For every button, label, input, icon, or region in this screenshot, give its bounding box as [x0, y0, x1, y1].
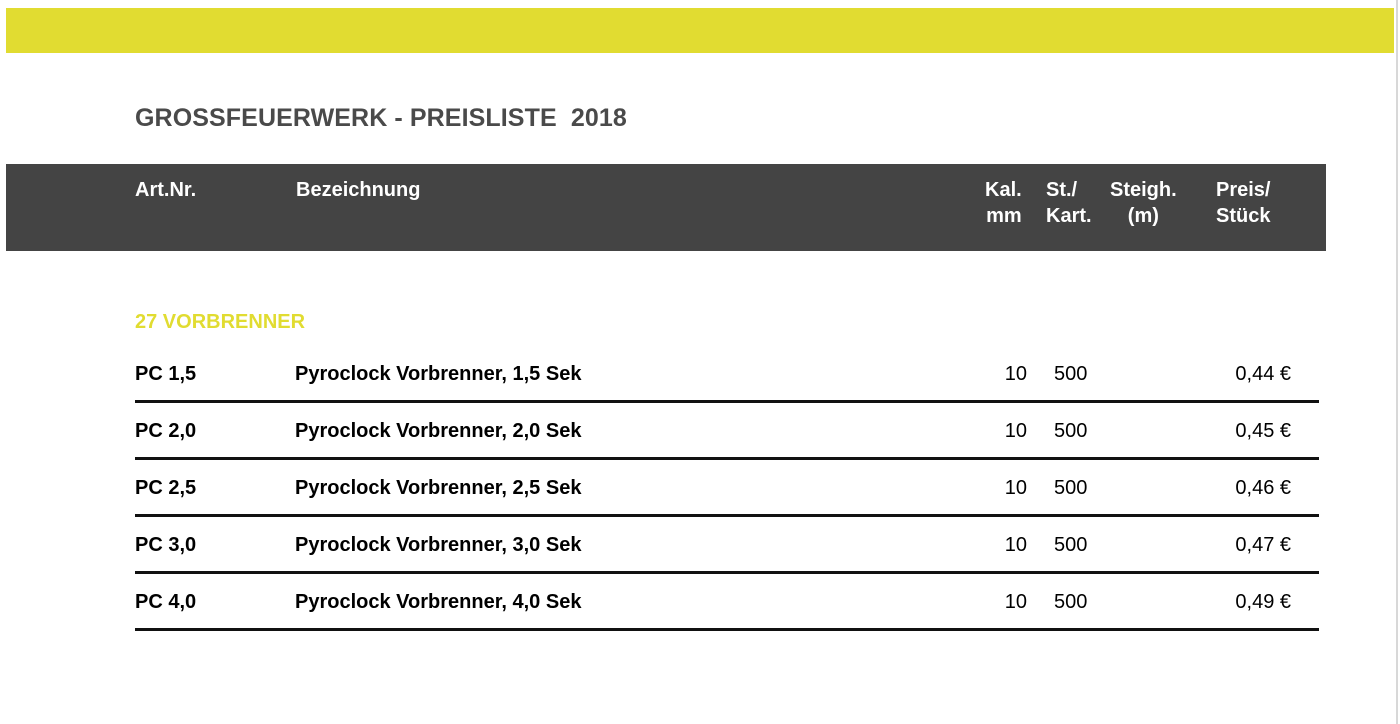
header-stueck-karton-line1: St./ [1046, 179, 1078, 201]
page-edge-divider [1396, 0, 1398, 724]
cell-stueck-karton: 500 [1054, 477, 1088, 499]
cell-art-nr: PC 3,0 [135, 534, 197, 556]
cell-preis: 0,47 € [1235, 534, 1291, 556]
cell-art-nr: PC 4,0 [135, 591, 197, 613]
header-bezeichnung-label: Bezeichnung [296, 179, 421, 201]
cell-stueck-karton: 500 [1054, 363, 1088, 385]
cell-bezeichnung: Pyroclock Vorbrenner, 4,0 Sek [295, 591, 582, 613]
cell-art-nr: PC 2,0 [135, 420, 197, 442]
table-row [135, 574, 1319, 631]
cell-kaliber: 10 [1004, 534, 1027, 556]
header-preis-line1: Preis/ [1216, 179, 1271, 201]
cell-art-nr: PC 2,5 [135, 477, 197, 499]
top-accent-bar [6, 8, 1394, 53]
cell-stueck-karton: 500 [1054, 591, 1088, 613]
header-steighoehe [1110, 177, 1177, 229]
header-kaliber-line2: mm [986, 205, 1022, 227]
table-body [135, 346, 1319, 631]
cell-art-nr: PC 1,5 [135, 363, 197, 385]
header-art-nr [135, 177, 196, 203]
cell-preis: 0,44 € [1235, 363, 1291, 385]
cell-bezeichnung: Pyroclock Vorbrenner, 2,0 Sek [295, 420, 582, 442]
header-bezeichnung [296, 177, 420, 203]
cell-kaliber: 10 [1004, 477, 1027, 499]
header-kaliber-line1: Kal. [985, 179, 1022, 201]
header-stueck-karton [1046, 177, 1092, 229]
cell-preis: 0,46 € [1235, 477, 1291, 499]
header-art-nr-label: Art.Nr. [135, 179, 197, 201]
table-row [135, 403, 1319, 460]
header-preis-line2: Stück [1216, 205, 1271, 227]
cell-kaliber: 10 [1004, 591, 1027, 613]
cell-kaliber: 10 [1004, 420, 1027, 442]
header-stueck-karton-line2: Kart. [1046, 205, 1092, 227]
header-kaliber [985, 177, 1022, 229]
cell-stueck-karton: 500 [1054, 420, 1088, 442]
cell-bezeichnung: Pyroclock Vorbrenner, 3,0 Sek [295, 534, 582, 556]
section-title: 27 VORBRENNER [135, 311, 306, 333]
header-steighoehe-line1: Steigh. [1110, 179, 1177, 201]
header-preis-stueck [1216, 177, 1270, 229]
table-row [135, 517, 1319, 574]
table-header [6, 164, 1326, 251]
cell-preis: 0,45 € [1235, 420, 1291, 442]
cell-preis: 0,49 € [1235, 591, 1291, 613]
cell-bezeichnung: Pyroclock Vorbrenner, 1,5 Sek [295, 363, 582, 385]
cell-kaliber: 10 [1004, 363, 1027, 385]
table-row [135, 460, 1319, 517]
cell-bezeichnung: Pyroclock Vorbrenner, 2,5 Sek [295, 477, 582, 499]
table-row [135, 346, 1319, 403]
header-steighoehe-line2: (m) [1127, 205, 1159, 227]
cell-stueck-karton: 500 [1054, 534, 1088, 556]
document-title: GROSSFEUERWERK - PREISLISTE 2018 [135, 104, 627, 132]
